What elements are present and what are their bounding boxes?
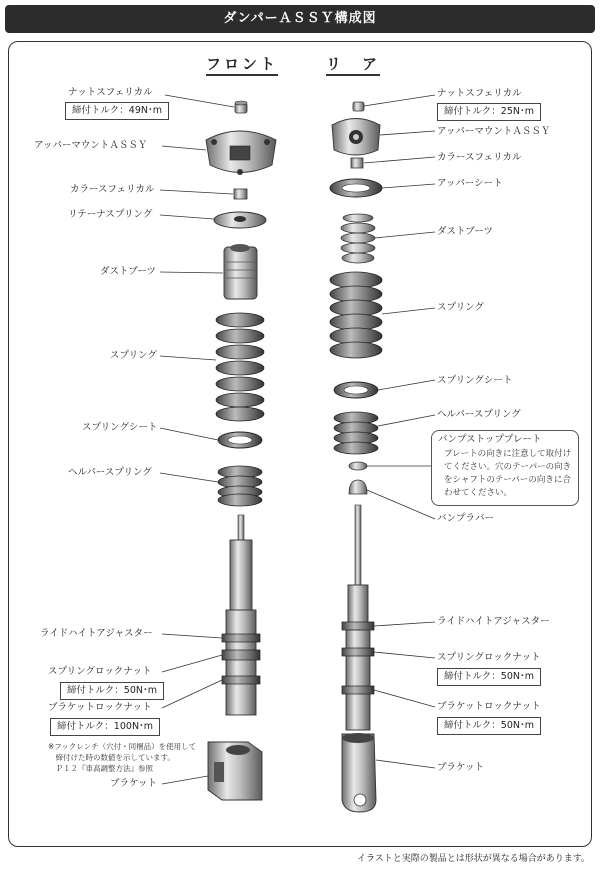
bump-plate-title: バンプストッププレート <box>438 434 542 445</box>
rear-spring-lock-torque: 締付トルク：50N･m <box>437 668 541 686</box>
front-collar-part <box>234 189 247 199</box>
rear-dust-boot-part <box>341 214 375 263</box>
front-dust-boot-part <box>224 244 257 299</box>
rear-spring-lock-label: スプリングロックナット <box>437 652 541 663</box>
front-upper-mount-part <box>206 131 276 175</box>
rear-upper-seat-label: アッパーシート <box>437 178 503 189</box>
rear-nut-part <box>353 102 364 111</box>
footer-disclaimer: イラストと実際の製品とは形状が異なる場合があります。 <box>356 854 590 864</box>
front-spring-lock-torque: 締付トルク：50N･m <box>60 682 164 700</box>
rear-spring-seat-part <box>334 382 378 398</box>
front-note-line-1: ※フックレンチ（穴付・同梱品）を使用して <box>48 742 197 751</box>
bump-plate-note: プレートの向きに注意して取付けてください。穴のテーパーの向きをシャフトのテーパーの向きに合わせてください。 <box>444 449 572 498</box>
front-note-line-2: 締付けた時の数値を示しています。 <box>48 753 175 762</box>
front-nut-label: ナットスフェリカル <box>68 87 153 98</box>
rear-bump-rubber-label: バンプラバー <box>437 513 495 524</box>
front-spring-seat-label: スプリングシート <box>82 422 158 433</box>
bump-plate-callout <box>431 430 579 506</box>
front-dust-boot-label: ダストブーツ <box>100 266 157 277</box>
front-upper-mount-label: アッパーマウントＡＳＳＹ <box>34 140 148 151</box>
rear-bracket-label: ブラケット <box>437 762 485 773</box>
rear-nut-torque: 締付トルク：25N･m <box>437 103 541 121</box>
front-bracket-label: ブラケット <box>110 778 158 789</box>
front-ride-height-label: ライドハイトアジャスター <box>40 628 153 639</box>
rear-bump-plate-part <box>349 462 367 470</box>
rear-spring-label: スプリング <box>437 302 484 313</box>
front-nut-part <box>235 101 247 113</box>
rear-upper-seat-part <box>330 179 382 197</box>
leader-lines <box>160 95 435 784</box>
front-spring-lock-label: スプリングロックナット <box>48 666 152 677</box>
front-bracket-lock-torque: 締付トルク：100N･m <box>50 718 160 736</box>
front-helper-label: ヘルパースプリング <box>68 467 152 478</box>
rear-helper-label: ヘルパースプリング <box>437 409 521 420</box>
rear-collar-label: カラースフェリカル <box>437 152 522 163</box>
front-column-title: フロント <box>206 55 278 76</box>
rear-dust-boot-label: ダストブーツ <box>437 226 494 237</box>
front-bracket-lock-label: ブラケットロックナット <box>48 702 152 713</box>
rear-bracket-lock-label: ブラケットロックナット <box>437 701 541 712</box>
rear-collar-part <box>351 158 363 168</box>
rear-helper-spring-part <box>334 412 378 454</box>
rear-ride-height-label: ライドハイトアジャスター <box>437 616 550 627</box>
front-retainer-label: リテーナスプリング <box>68 209 153 220</box>
rear-bump-rubber-part <box>349 480 367 494</box>
front-spring-part <box>216 313 264 421</box>
front-retainer-part <box>214 212 266 228</box>
front-collar-label: カラースフェリカル <box>70 184 155 195</box>
front-damper-body-part <box>222 515 260 715</box>
front-helper-spring-part <box>218 466 262 506</box>
rear-spring-seat-label: スプリングシート <box>437 375 513 386</box>
rear-bracket-part <box>342 733 376 812</box>
rear-spring-part <box>330 272 382 358</box>
front-nut-torque: 締付トルク：49N･m <box>65 102 169 120</box>
front-bracket-part <box>208 742 262 800</box>
page-title: ダンパーＡＳＳＹ構成図 <box>223 11 377 26</box>
rear-bracket-lock-torque: 締付トルク：50N･m <box>437 717 541 735</box>
front-spring-seat-part <box>218 432 262 448</box>
rear-upper-mount-label: アッパーマウントＡＳＳＹ <box>437 126 551 137</box>
rear-column-title: リ ア <box>326 55 380 76</box>
front-spring-label: スプリング <box>110 350 157 361</box>
rear-nut-label: ナットスフェリカル <box>437 88 522 99</box>
front-note-line-3: Ｐ１２『車高調整方法』参照 <box>48 764 153 773</box>
rear-damper-body-part <box>342 505 374 730</box>
rear-upper-mount-part <box>332 119 380 156</box>
